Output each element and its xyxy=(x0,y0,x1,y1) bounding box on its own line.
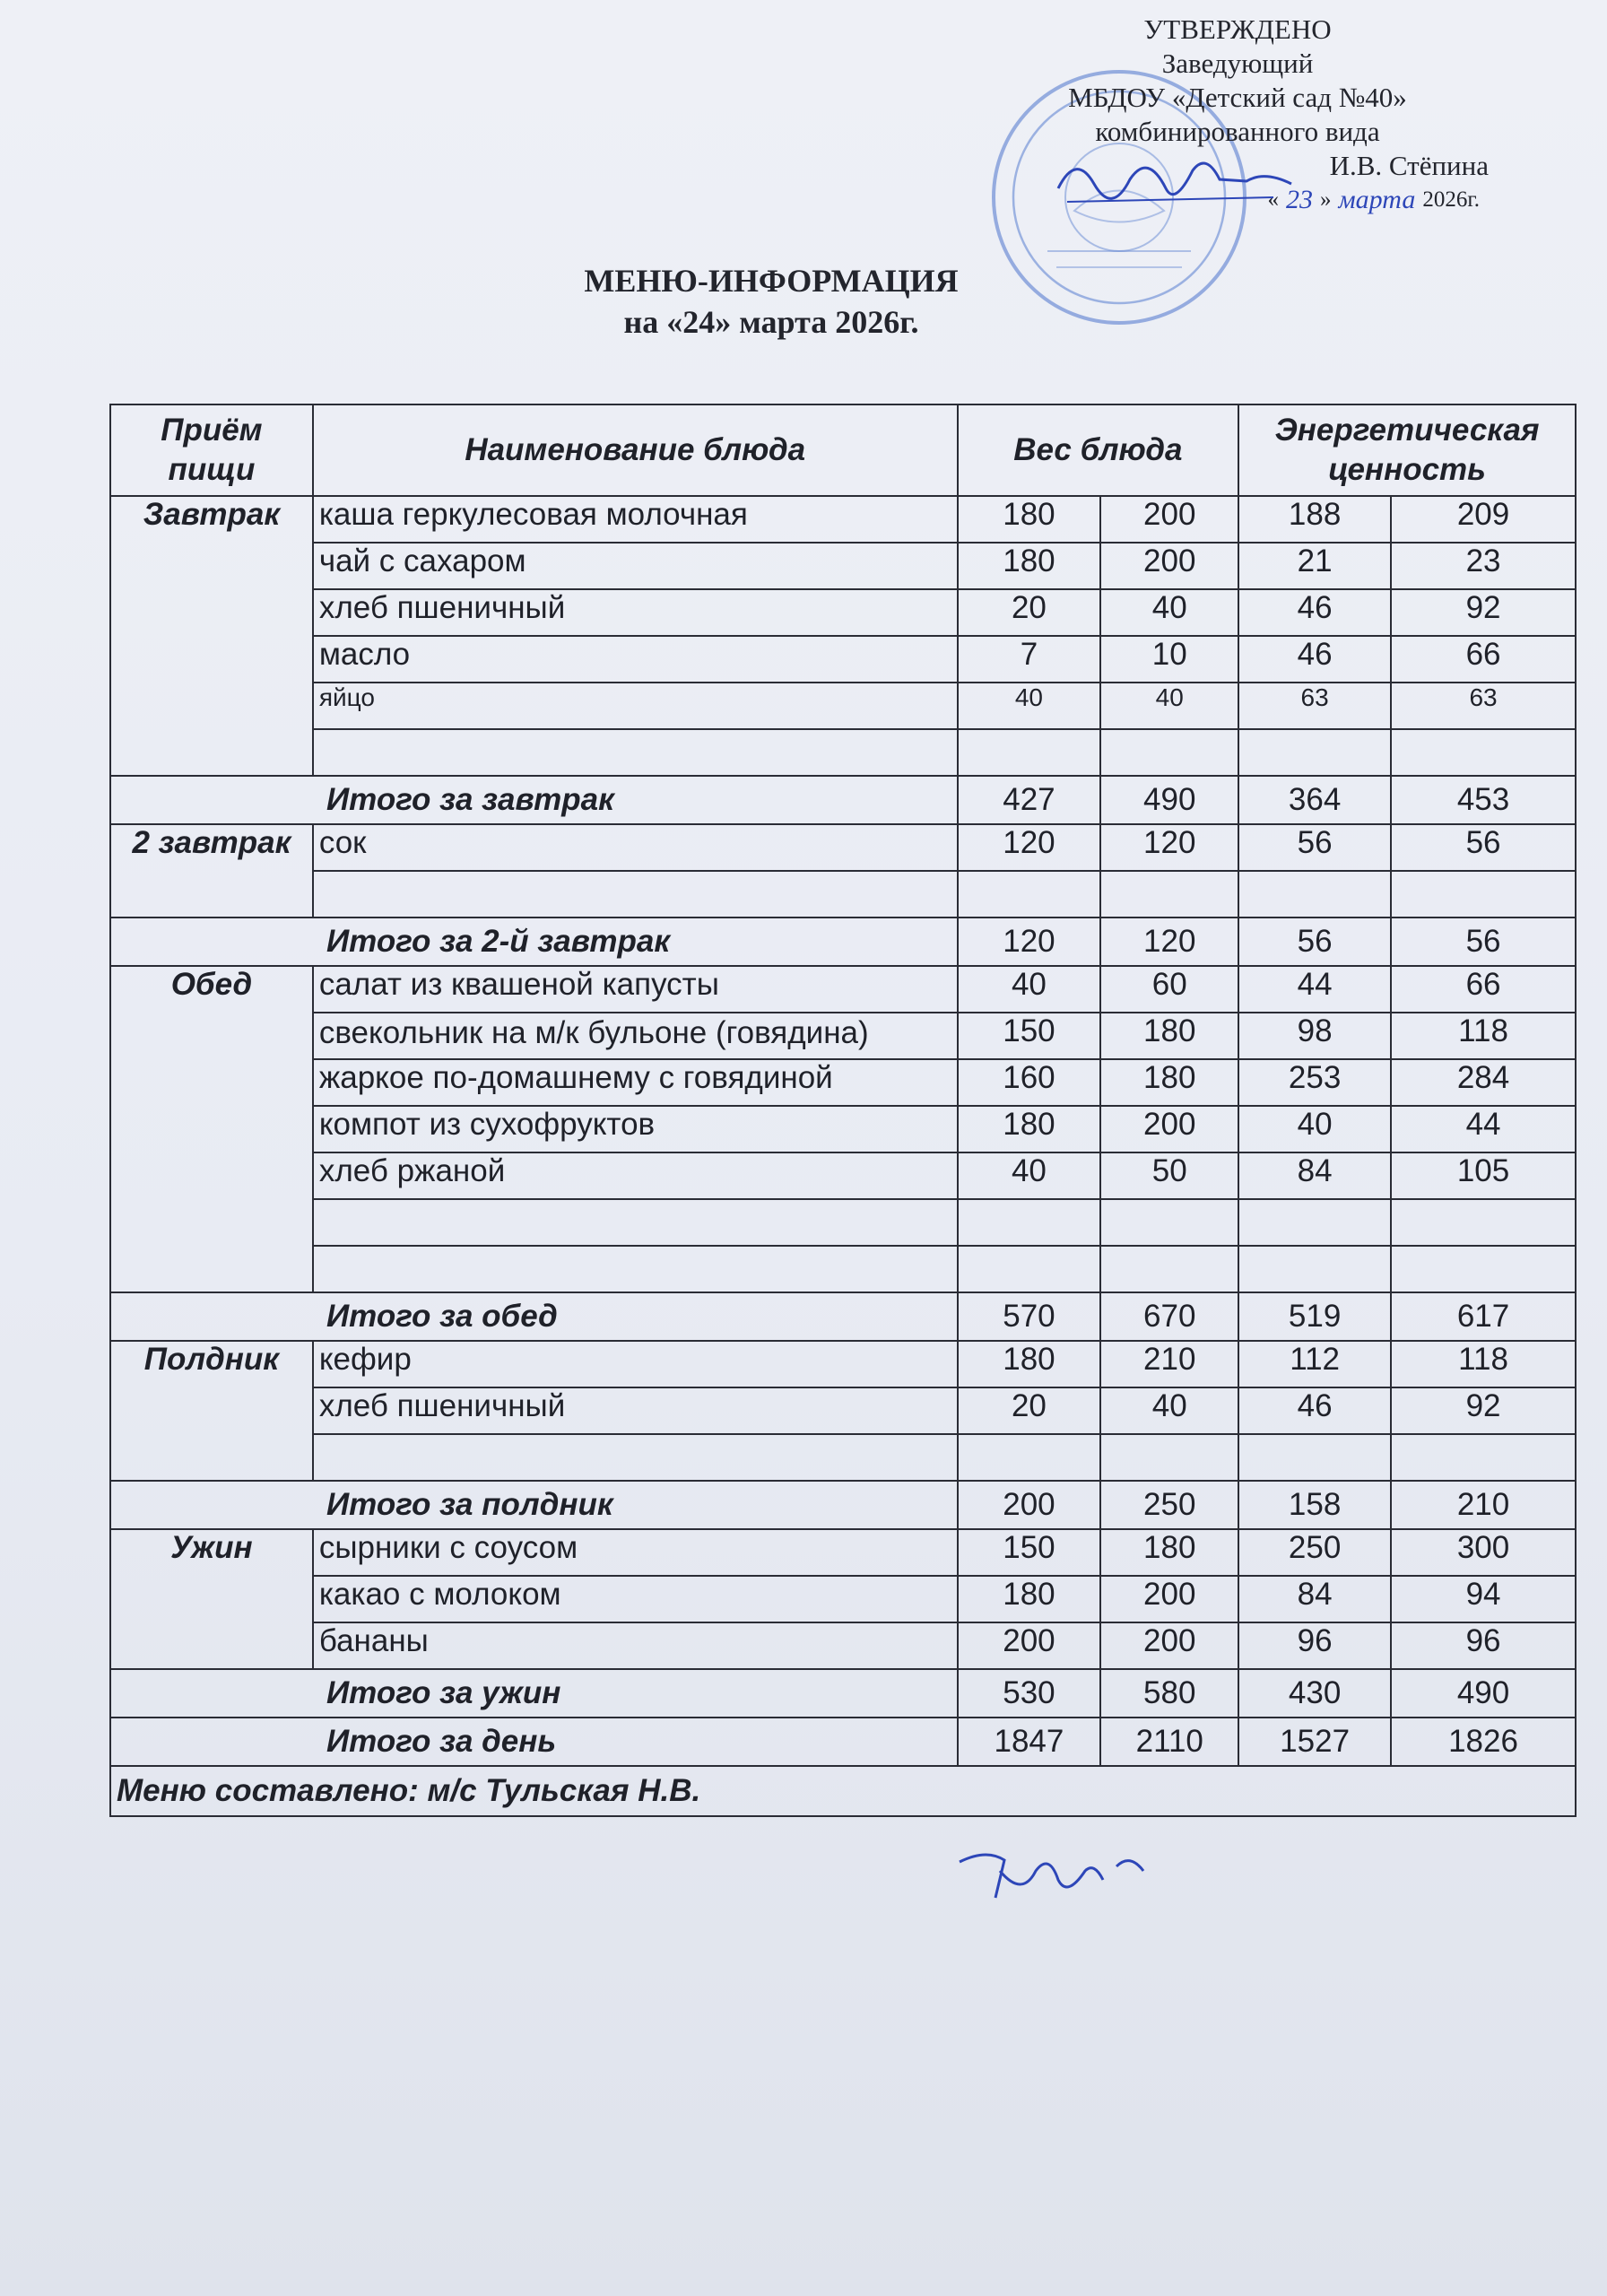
total-weight: 490 xyxy=(1100,776,1238,824)
day-total-label: Итого за день xyxy=(110,1718,958,1766)
energy-value: 92 xyxy=(1391,1387,1576,1434)
meal-breakfast: Завтрак xyxy=(110,496,313,776)
weight-value: 40 xyxy=(1100,1387,1238,1434)
total-row xyxy=(110,776,1576,824)
dish-name: хлеб ржаной xyxy=(313,1152,958,1199)
title-date: на «24» марта 2026г. xyxy=(623,304,919,340)
meal-afternoon-snack: Полдник xyxy=(110,1341,313,1481)
energy-value: 56 xyxy=(1238,824,1391,871)
total-label: Итого за завтрак xyxy=(110,776,958,824)
header-energy: Энергетическая ценность xyxy=(1238,404,1576,496)
total-weight: 530 xyxy=(958,1669,1101,1718)
director-signature xyxy=(1040,135,1309,233)
total-energy: 519 xyxy=(1238,1292,1391,1341)
header-weight: Вес блюда xyxy=(958,404,1239,496)
energy-value: 66 xyxy=(1391,966,1576,1013)
total-weight: 580 xyxy=(1100,1669,1238,1718)
energy-value: 96 xyxy=(1391,1622,1576,1669)
energy-value: 40 xyxy=(1238,1106,1391,1152)
approval-position: Заведующий xyxy=(1161,48,1314,79)
dish-name: бананы xyxy=(313,1622,958,1669)
dish-name: хлеб пшеничный xyxy=(313,589,958,636)
table-header-row xyxy=(110,404,1576,496)
approval-heading: УТВЕРЖДЕНО xyxy=(1143,13,1332,45)
total-energy: 364 xyxy=(1238,776,1391,824)
day-total-row xyxy=(110,1718,1576,1766)
total-row xyxy=(110,1292,1576,1341)
energy-value: 96 xyxy=(1238,1622,1391,1669)
weight-value: 50 xyxy=(1100,1152,1238,1199)
total-weight: 120 xyxy=(958,918,1101,966)
weight-value: 200 xyxy=(958,1622,1101,1669)
weight-value: 7 xyxy=(958,636,1101,683)
table-row xyxy=(110,1341,1576,1387)
total-row xyxy=(110,1669,1576,1718)
weight-value: 10 xyxy=(1100,636,1238,683)
weight-value: 180 xyxy=(958,1341,1101,1387)
empty-row xyxy=(110,1434,1576,1481)
weight-value: 180 xyxy=(958,496,1101,543)
energy-value: 250 xyxy=(1238,1529,1391,1576)
energy-value: 66 xyxy=(1391,636,1576,683)
total-energy: 490 xyxy=(1391,1669,1576,1718)
weight-value: 200 xyxy=(1100,543,1238,589)
dish-name: свекольник на м/к бульоне (говядина) xyxy=(313,1013,958,1059)
weight-value: 40 xyxy=(1100,589,1238,636)
date-close-quote: » xyxy=(1320,187,1332,212)
menu-table xyxy=(109,404,1577,1817)
weight-value: 180 xyxy=(958,1106,1101,1152)
dish-name: чай с сахаром xyxy=(313,543,958,589)
energy-value: 92 xyxy=(1391,589,1576,636)
total-label: Итого за обед xyxy=(110,1292,958,1341)
weight-value: 160 xyxy=(958,1059,1101,1106)
weight-value: 120 xyxy=(958,824,1101,871)
table-row xyxy=(110,1529,1576,1576)
dish-name: хлеб пшеничный xyxy=(313,1387,958,1434)
date-year: 2026г. xyxy=(1422,187,1480,212)
dish-name: яйцо xyxy=(313,683,958,729)
dish-name: кефир xyxy=(313,1341,958,1387)
dish-name: салат из квашеной капусты xyxy=(313,966,958,1013)
table-row xyxy=(110,1387,1576,1434)
energy-value: 118 xyxy=(1391,1013,1576,1059)
total-energy: 56 xyxy=(1238,918,1391,966)
total-label: Итого за ужин xyxy=(110,1669,958,1718)
meal-lunch: Обед xyxy=(110,966,313,1292)
table-row xyxy=(110,683,1576,729)
day-total-weight: 1847 xyxy=(958,1718,1101,1766)
energy-value: 209 xyxy=(1391,496,1576,543)
dish-name: какао с молоком xyxy=(313,1576,958,1622)
table-row xyxy=(110,1152,1576,1199)
weight-value: 180 xyxy=(958,543,1101,589)
total-energy: 56 xyxy=(1391,918,1576,966)
energy-value: 105 xyxy=(1391,1152,1576,1199)
energy-value: 118 xyxy=(1391,1341,1576,1387)
energy-value: 112 xyxy=(1238,1341,1391,1387)
weight-value: 200 xyxy=(1100,496,1238,543)
weight-value: 120 xyxy=(1100,824,1238,871)
table-row xyxy=(110,1106,1576,1152)
title-main: МЕНЮ-ИНФОРМАЦИЯ xyxy=(584,263,959,299)
weight-value: 40 xyxy=(1100,683,1238,729)
weight-value: 200 xyxy=(1100,1106,1238,1152)
energy-value: 46 xyxy=(1238,589,1391,636)
empty-row xyxy=(110,871,1576,918)
energy-value: 84 xyxy=(1238,1152,1391,1199)
date-month: марта xyxy=(1338,185,1416,214)
weight-value: 200 xyxy=(1100,1576,1238,1622)
header-meal: Приём пищи xyxy=(110,404,313,496)
energy-value: 84 xyxy=(1238,1576,1391,1622)
table-row xyxy=(110,543,1576,589)
energy-value: 46 xyxy=(1238,636,1391,683)
weight-value: 180 xyxy=(958,1576,1101,1622)
table-row xyxy=(110,636,1576,683)
weight-value: 20 xyxy=(958,1387,1101,1434)
energy-value: 253 xyxy=(1238,1059,1391,1106)
energy-value: 94 xyxy=(1391,1576,1576,1622)
total-weight: 570 xyxy=(958,1292,1101,1341)
weight-value: 180 xyxy=(1100,1529,1238,1576)
total-energy: 158 xyxy=(1238,1481,1391,1529)
approval-organization-type: комбинированного вида xyxy=(1095,116,1380,147)
total-weight: 670 xyxy=(1100,1292,1238,1341)
header-dish: Наименование блюда xyxy=(313,404,958,496)
energy-value: 300 xyxy=(1391,1529,1576,1576)
day-total-energy: 1527 xyxy=(1238,1718,1391,1766)
weight-value: 180 xyxy=(1100,1013,1238,1059)
dish-name: жаркое по-домашнему с говядиной xyxy=(313,1059,958,1106)
approval-signer: И.В. Стёпина xyxy=(1329,150,1489,181)
dish-name: масло xyxy=(313,636,958,683)
energy-value: 188 xyxy=(1238,496,1391,543)
table-row xyxy=(110,1576,1576,1622)
energy-value: 56 xyxy=(1391,824,1576,871)
date-day: 23 xyxy=(1286,185,1314,214)
total-energy: 430 xyxy=(1238,1669,1391,1718)
compiled-by: Меню составлено: м/с Тульская Н.В. xyxy=(110,1766,1576,1816)
day-total-energy: 1826 xyxy=(1391,1718,1576,1766)
table-row xyxy=(110,496,1576,543)
weight-value: 150 xyxy=(958,1013,1101,1059)
dish-name: сырники с соусом xyxy=(313,1529,958,1576)
date-open-quote: « xyxy=(1267,187,1280,212)
weight-value: 20 xyxy=(958,589,1101,636)
table-row xyxy=(110,589,1576,636)
meal-second-breakfast: 2 завтрак xyxy=(110,824,313,918)
total-energy: 210 xyxy=(1391,1481,1576,1529)
document-title xyxy=(502,260,1040,343)
table-row xyxy=(110,1013,1576,1059)
total-label: Итого за полдник xyxy=(110,1481,958,1529)
total-weight: 250 xyxy=(1100,1481,1238,1529)
energy-value: 63 xyxy=(1391,683,1576,729)
empty-row xyxy=(110,1246,1576,1292)
dish-name: каша геркулесовая молочная xyxy=(313,496,958,543)
total-weight: 427 xyxy=(958,776,1101,824)
energy-value: 63 xyxy=(1238,683,1391,729)
total-weight: 120 xyxy=(1100,918,1238,966)
energy-value: 284 xyxy=(1391,1059,1576,1106)
table-row xyxy=(110,966,1576,1013)
meal-dinner: Ужин xyxy=(110,1529,313,1669)
energy-value: 21 xyxy=(1238,543,1391,589)
dish-name: компот из сухофруктов xyxy=(313,1106,958,1152)
day-total-weight: 2110 xyxy=(1100,1718,1238,1766)
weight-value: 40 xyxy=(958,683,1101,729)
energy-value: 98 xyxy=(1238,1013,1391,1059)
weight-value: 40 xyxy=(958,1152,1101,1199)
table-row xyxy=(110,1622,1576,1669)
total-label: Итого за 2-й завтрак xyxy=(110,918,958,966)
weight-value: 150 xyxy=(958,1529,1101,1576)
energy-value: 44 xyxy=(1238,966,1391,1013)
total-row xyxy=(110,918,1576,966)
nurse-signature xyxy=(951,1844,1157,1907)
table-row xyxy=(110,1059,1576,1106)
weight-value: 40 xyxy=(958,966,1101,1013)
weight-value: 180 xyxy=(1100,1059,1238,1106)
total-row xyxy=(110,1481,1576,1529)
total-energy: 617 xyxy=(1391,1292,1576,1341)
empty-row xyxy=(110,1199,1576,1246)
footer-row xyxy=(110,1766,1576,1816)
dish-name: сок xyxy=(313,824,958,871)
weight-value: 200 xyxy=(1100,1622,1238,1669)
weight-value: 60 xyxy=(1100,966,1238,1013)
weight-value: 210 xyxy=(1100,1341,1238,1387)
total-energy: 453 xyxy=(1391,776,1576,824)
empty-row xyxy=(110,729,1576,776)
table-row xyxy=(110,824,1576,871)
total-weight: 200 xyxy=(958,1481,1101,1529)
energy-value: 44 xyxy=(1391,1106,1576,1152)
approval-organization: МБДОУ «Детский сад №40» xyxy=(1068,82,1407,113)
energy-value: 46 xyxy=(1238,1387,1391,1434)
energy-value: 23 xyxy=(1391,543,1576,589)
